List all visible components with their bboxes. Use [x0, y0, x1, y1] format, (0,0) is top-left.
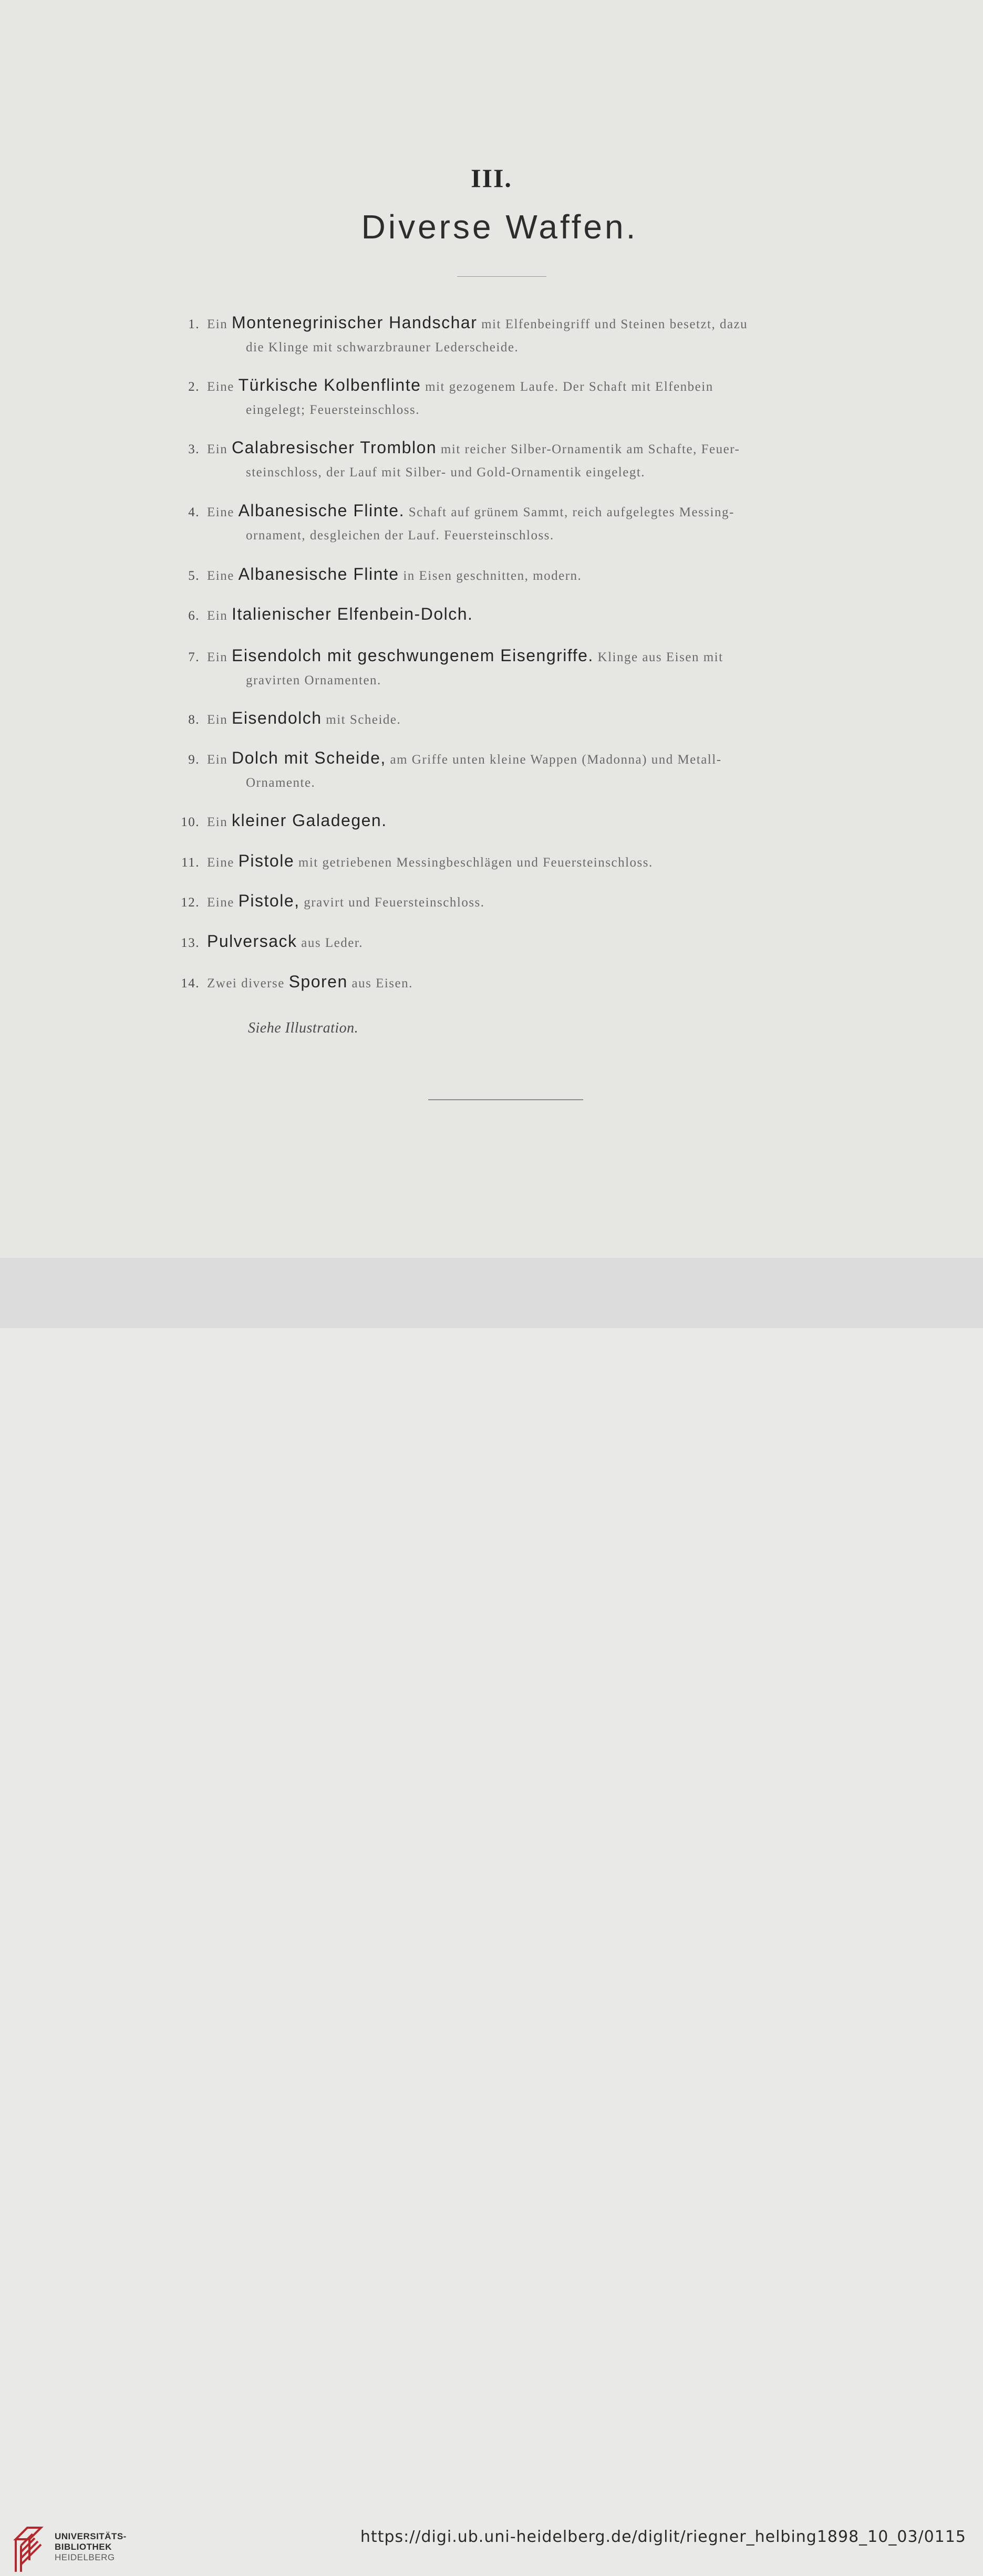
list-item: [158, 706, 851, 732]
section-title: Diverse Waffen.: [361, 208, 638, 246]
item-number: 1.: [188, 317, 200, 331]
item-intro: Ein: [207, 317, 228, 331]
list-item: [158, 930, 851, 955]
item-name: Italienischer Elfenbein-Dolch.: [231, 604, 473, 623]
list-item: [158, 746, 851, 795]
item-intro: Ein: [207, 609, 228, 623]
item-intro: Eine: [207, 856, 234, 870]
item-name: Albanesische Flinte.: [238, 501, 405, 520]
item-description-continued: eingelegt; Feuersteinschloss.: [246, 403, 420, 417]
item-number: 12.: [181, 895, 200, 910]
item-description: aus Leder.: [301, 936, 363, 950]
footer-bar: [0, 1258, 983, 2562]
item-intro: Ein: [207, 815, 228, 829]
item-name: Sporen: [288, 972, 348, 991]
list-item: [158, 373, 851, 422]
list-item: [158, 602, 851, 628]
item-description: mit reicher Silber-Ornamentik am Schafte, Feuer-: [440, 442, 740, 456]
item-name: kleiner Galadegen.: [231, 811, 387, 830]
library-logo-icon: [12, 2523, 46, 2576]
item-number: 10.: [181, 815, 200, 829]
item-name: Pistole,: [238, 891, 300, 910]
item-description: in Eisen geschnitten, modern.: [403, 569, 582, 583]
item-number: 13.: [181, 936, 200, 950]
item-intro: Ein: [207, 713, 228, 727]
item-name: Pulversack: [207, 932, 297, 951]
item-description: am Griffe unten kleine Wappen (Madonna) und Metall-: [390, 753, 722, 767]
library-logo-text: [55, 2531, 127, 2563]
item-description: aus Eisen.: [351, 976, 413, 990]
list-item: [158, 809, 851, 834]
list-item: [158, 644, 851, 692]
list-item: [158, 562, 851, 588]
item-number: 3.: [188, 442, 200, 456]
item-name: Türkische Kolbenflinte: [238, 376, 421, 394]
item-number: 5.: [188, 569, 200, 583]
item-number: 4.: [188, 505, 200, 519]
list-item: [158, 311, 851, 359]
item-description-continued: steinschloss, der Lauf mit Silber- und Gold-Ornamentik eingelegt.: [246, 465, 646, 479]
item-description: mit gezogenem Laufe. Der Schaft mit Elfenbein: [425, 380, 713, 394]
item-intro: Eine: [207, 895, 234, 910]
item-number: 6.: [188, 609, 200, 623]
divider-top: [457, 276, 546, 277]
item-number: 7.: [188, 650, 200, 664]
item-description: mit Elfenbeingriff und Steinen besetzt, dazu: [481, 317, 748, 331]
list-item: [158, 889, 851, 914]
item-intro: Ein: [207, 442, 228, 456]
item-number: 2.: [188, 380, 200, 394]
item-name: Albanesische Flinte: [238, 565, 399, 583]
item-description-continued: Ornamente.: [246, 776, 316, 790]
item-number: 8.: [188, 713, 200, 727]
logo-line-3: HEIDELBERG: [55, 2552, 115, 2562]
item-description-continued: ornament, desgleichen der Lauf. Feuersteinschloss.: [246, 528, 554, 543]
item-intro: Ein: [207, 753, 228, 767]
item-description: Schaft auf grünem Sammt, reich aufgelegtes Messing-: [408, 505, 734, 519]
item-name: Dolch mit Scheide,: [231, 748, 386, 767]
list-item: [158, 970, 851, 995]
item-number: 14.: [181, 976, 200, 990]
scanned-page: [0, 0, 983, 1258]
item-name: Eisendolch: [231, 708, 322, 727]
section-number: III.: [471, 163, 512, 193]
item-description: mit Scheide.: [326, 713, 401, 727]
illustration-note: Siehe Illustration.: [248, 1020, 359, 1036]
logo-line-1: UNIVERSITÄTS-: [55, 2531, 127, 2541]
divider-bottom: [428, 1099, 583, 1100]
item-intro: Eine: [207, 569, 234, 583]
item-number: 9.: [188, 753, 200, 767]
item-description-continued: die Klinge mit schwarzbrauner Lederscheide.: [246, 340, 519, 354]
logo-line-2: BIBLIOTHEK: [55, 2542, 112, 2552]
item-intro: Ein: [207, 650, 228, 664]
list-item: [158, 436, 851, 484]
item-description: gravirt und Feuersteinschloss.: [304, 895, 485, 910]
item-name: Eisendolch mit geschwungenem Eisengriffe.: [231, 646, 594, 665]
item-name: Calabresischer Tromblon: [231, 438, 437, 457]
item-intro: Eine: [207, 380, 234, 394]
item-intro: Zwei diverse: [207, 976, 285, 990]
list-item: [158, 849, 851, 874]
item-intro: Eine: [207, 505, 234, 519]
item-name: Montenegrinischer Handschar: [231, 313, 478, 332]
item-description: mit getriebenen Messingbeschlägen und Feuersteinschloss.: [298, 856, 653, 870]
item-description-continued: gravirten Ornamenten.: [246, 673, 381, 687]
item-number: 11.: [181, 856, 200, 870]
item-name: Pistole: [238, 851, 295, 870]
page-url[interactable]: https://digi.ub.uni-heidelberg.de/diglit/riegner_helbing1898_10_03/0115: [360, 2528, 966, 2546]
item-description: Klinge aus Eisen mit: [597, 650, 723, 664]
list-item: [158, 499, 851, 547]
